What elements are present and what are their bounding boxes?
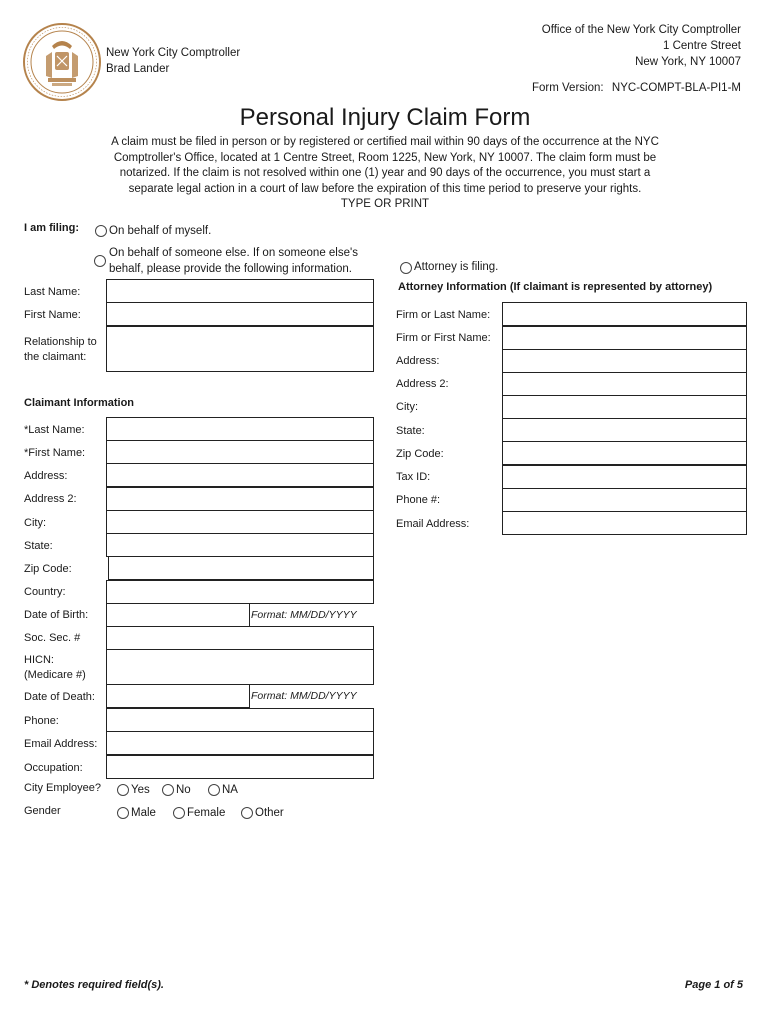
- claimant-first-name-input[interactable]: [106, 440, 374, 464]
- claimant-dod-input[interactable]: [106, 684, 250, 708]
- office-address-line3: New York, NY 10007: [635, 56, 741, 68]
- attorney-zip-label: Zip Code:: [396, 448, 444, 460]
- filing-self-label: On behalf of myself.: [109, 225, 212, 237]
- attorney-state-input[interactable]: [502, 418, 747, 442]
- attorney-tax-id-label: Tax ID:: [396, 471, 431, 483]
- claimant-address-label: Address:: [24, 470, 68, 482]
- claimant-country-label: Country:: [24, 586, 66, 598]
- claimant-address2-label: Address 2:: [24, 493, 77, 505]
- gender-other-radio[interactable]: [241, 807, 253, 819]
- office-address-line1: Office of the New York City Comptroller: [541, 24, 741, 36]
- office-address-line2: 1 Centre Street: [663, 40, 741, 52]
- attorney-firm-last-label: Firm or Last Name:: [396, 309, 491, 321]
- form-version-label: Form Version:: [532, 82, 604, 94]
- intro-line: A claim must be filed in person or by registered or certified mail within 90 days of the occurrence at the NYC: [111, 136, 659, 148]
- filing-self-radio[interactable]: [95, 225, 107, 237]
- rep-first-name-label: First Name:: [24, 309, 81, 321]
- intro-line: separate legal action in a court of law before the expiration of this time period to preserve your rights.: [128, 182, 642, 195]
- filing-other-label-line2: behalf, please provide the following information.: [109, 263, 352, 275]
- rep-last-name-label: Last Name:: [24, 286, 81, 298]
- claimant-occupation-input[interactable]: [106, 755, 374, 779]
- rep-first-name-input[interactable]: [106, 302, 374, 326]
- rep-relationship-label-line1: Relationship to: [24, 336, 97, 348]
- attorney-phone-input[interactable]: [502, 488, 747, 512]
- attorney-address-label: Address:: [396, 355, 440, 367]
- claimant-country-input[interactable]: [106, 580, 374, 604]
- claimant-email-label: Email Address:: [24, 738, 98, 750]
- claimant-occupation-label: Occupation:: [24, 762, 83, 774]
- claimant-state-input[interactable]: [106, 533, 374, 557]
- gender-other-label: Other: [255, 807, 284, 819]
- claimant-city-label: City:: [24, 517, 46, 529]
- intro-line: Comptroller's Office, located at 1 Centre Street, Room 1225, New York, NY 10007. The claim form must be: [113, 151, 657, 164]
- gender-label: Gender: [24, 805, 61, 817]
- attorney-address-input[interactable]: [502, 349, 747, 373]
- claimant-hicn-label-line1: HICN:: [24, 654, 54, 666]
- gender-female-radio[interactable]: [173, 807, 185, 819]
- comptroller-name: Brad Lander: [106, 63, 170, 75]
- claimant-city-input[interactable]: [106, 510, 374, 534]
- filing-label: I am filing:: [24, 222, 79, 234]
- attorney-tax-id-input[interactable]: [502, 465, 747, 489]
- filing-other-radio[interactable]: [94, 255, 106, 267]
- claimant-dob-format-hint: Format: MM/DD/YYYY: [251, 609, 357, 621]
- claimant-last-name-input[interactable]: [106, 417, 374, 441]
- attorney-section-heading: Attorney Information (If claimant is represented by attorney): [398, 281, 713, 293]
- rep-relationship-input[interactable]: [106, 326, 374, 372]
- claimant-ssn-label: Soc. Sec. #: [24, 632, 81, 644]
- intro-line: TYPE OR PRINT: [340, 198, 430, 210]
- claimant-address-input[interactable]: [106, 463, 374, 487]
- claimant-zip-label: Zip Code:: [24, 563, 72, 575]
- city-employee-no-radio[interactable]: [162, 784, 174, 796]
- gender-male-label: Male: [131, 807, 156, 819]
- required-fields-note: * Denotes required field(s).: [24, 979, 164, 991]
- city-employee-yes-radio[interactable]: [117, 784, 129, 796]
- attorney-address2-label: Address 2:: [396, 378, 449, 390]
- page-number: Page 1 of 5: [684, 979, 743, 991]
- city-employee-na-label: NA: [222, 784, 238, 796]
- claimant-first-name-label: *First Name:: [24, 447, 86, 459]
- city-employee-na-radio[interactable]: [208, 784, 220, 796]
- city-employee-no-label: No: [176, 784, 191, 796]
- claimant-section-heading: Claimant Information: [24, 397, 135, 409]
- attorney-phone-label: Phone #:: [396, 494, 441, 506]
- page-title: Personal Injury Claim Form: [239, 104, 531, 131]
- intro-line: notarized. If the claim is not resolved within one (1) year and 90 days of the occurrence, you must start a: [119, 167, 651, 179]
- attorney-firm-last-input[interactable]: [502, 302, 747, 326]
- claimant-phone-label: Phone:: [24, 715, 59, 727]
- claimant-dod-label: Date of Death:: [24, 691, 95, 703]
- rep-last-name-input[interactable]: [106, 279, 374, 303]
- claimant-dod-format-hint: Format: MM/DD/YYYY: [251, 690, 357, 702]
- gender-female-label: Female: [187, 807, 226, 819]
- filing-other-label-line1: On behalf of someone else. If on someone else's: [109, 247, 358, 259]
- claimant-zip-input[interactable]: [108, 556, 374, 580]
- claimant-dob-input[interactable]: [106, 603, 250, 627]
- city-employee-yes-label: Yes: [131, 784, 150, 796]
- intro-text: [0, 135, 770, 213]
- claimant-dob-label: Date of Birth:: [24, 609, 89, 621]
- claimant-phone-input[interactable]: [106, 708, 374, 732]
- claimant-state-label: State:: [24, 540, 53, 552]
- org-name: New York City Comptroller: [106, 47, 241, 59]
- attorney-email-label: Email Address:: [396, 518, 470, 530]
- claimant-address2-input[interactable]: [106, 487, 374, 511]
- attorney-email-input[interactable]: [502, 511, 747, 535]
- claimant-hicn-input[interactable]: [106, 649, 374, 685]
- filing-attorney-label: Attorney is filing.: [414, 261, 499, 273]
- claimant-hicn-label: [24, 653, 86, 683]
- attorney-firm-first-input[interactable]: [502, 326, 747, 350]
- attorney-address2-input[interactable]: [502, 372, 747, 396]
- attorney-city-label: City:: [396, 401, 418, 413]
- attorney-state-label: State:: [396, 425, 425, 437]
- claimant-ssn-input[interactable]: [106, 626, 374, 650]
- rep-relationship-label-line2: the claimant:: [24, 351, 87, 363]
- claimant-last-name-label: *Last Name:: [24, 424, 85, 436]
- rep-relationship-label: [24, 335, 97, 365]
- claimant-hicn-label-line2: (Medicare #): [24, 669, 86, 681]
- form-version-value: NYC-COMPT-BLA-PI1-M: [611, 82, 741, 94]
- filing-attorney-radio[interactable]: [400, 262, 412, 274]
- nyc-seal-logo: [22, 22, 102, 102]
- attorney-zip-input[interactable]: [502, 441, 747, 465]
- gender-male-radio[interactable]: [117, 807, 129, 819]
- office-address: [542, 22, 741, 70]
- claimant-email-input[interactable]: [106, 731, 374, 755]
- attorney-city-input[interactable]: [502, 395, 747, 419]
- city-employee-label: City Employee?: [24, 782, 102, 794]
- attorney-firm-first-label: Firm or First Name:: [396, 332, 491, 344]
